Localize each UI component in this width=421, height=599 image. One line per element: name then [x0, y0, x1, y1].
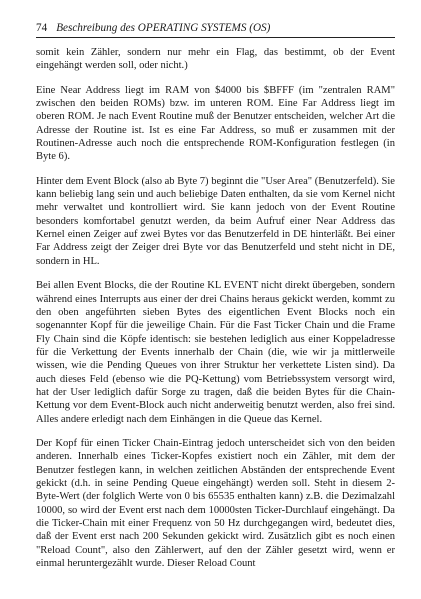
paragraph-4: Bei allen Event Blocks, die der Routine KL EVENT nicht direkt übergeben, sondern während eines Interrupts aus einer der drei Chains heraus gekickt werden, kommt zu den oben angeführten sieben Bytes des eigentlichen Event Blocks noch ein sogenannter Kopf für die jeweilige Chain. Für die Fast Ticker Chain und die Frame Fly Chain sind die Köpfe identisch: sie bestehen lediglich aus einer Koppeladresse für die Verkettung der Events innerhalb der Chain (die, wie wir ja mittlerweile wissen, wie die Pending Queues von ihrer Struktur her verkettete Listen sind). Da auch dieses Feld (ebenso wie die PQ-Kettung) vom Betriebssystem versorgt wird, hat der User lediglich dafür Sorge zu tragen, daß die beiden Bytes für die Chain-Kettung vor dem Event-Block auch nicht anderweitig benutzt werden, also frei sind. Alles andere erledigt nach dem Einhängen in die Queue das Kernel. [36, 280, 395, 425]
paragraph-3: Hinter dem Event Block (also ab Byte 7) beginnt die "User Area" (Benutzerfeld). Sie kann beliebig lang sein und auch beliebige Daten enthalten, da sie vom Kernel nicht mehr verwaltet und kontrolliert wird. Sie kann jedoch von der Event Routine besonders komfortabel genutzt werden, da beim Aufruf einer Near Address das Kernel einen Zeiger auf zwei Bytes vor das Benutzerfeld in DE hinterläßt. Bei einer Far Address zeigt der Zeiger drei Byte vor das Benutzerfeld und steht nicht in DE, sondern in HL. [36, 175, 395, 267]
running-header [36, 22, 395, 38]
paragraph-1: somit kein Zähler, sondern nur mehr ein Flag, das bestimmt, ob der Event eingehängt werden soll, oder nicht.) [36, 47, 395, 72]
paragraph-2: Eine Near Address liegt im RAM von $4000 bis $BFFF (im "zentralen RAM" zwischen den beiden ROMs) bzw. im unteren ROM. Eine Far Address liegt im oberen ROM. Je nach Event Routine muß der Benutzer entscheiden, welcher Art die Adresse der Routine ist. Ist es eine Far Address, so muß er zusammen mit der Routinen-Adresse auch noch die entsprechende ROM-Konfiguration festlegen (in Byte 6). [36, 84, 395, 163]
paragraph-5: Der Kopf für einen Ticker Chain-Eintrag jedoch unterscheidet sich von den beiden anderen. Innerhalb eines Ticker-Kopfes existiert noch ein Zähler, mit dem der Benutzer festlegen kann, in welchen zeitlichen Abständen der entsprechende Event gekickt (d.h. in seine Pending Queue eingehängt) werden soll. Steht in diesem 2-Byte-Wert (der folglich Werte von 0 bis 65535 enthalten kann) z.B. die Dezimalzahl 10000, so wird der Event erst nach dem 10000sten Ticker-Durchlauf eingehängt. Da die Ticker-Chain mit einer Frequenz von 50 Hz durchgegangen wird, bedeutet dies, daß der Event erst nach 200 Sekunden gekickt wird. Zusätzlich gibt es noch einen "Reload Count", also den Zählerwert, auf den der Zähler gesetzt wird, wenn er einmal heruntergezählt wurde. Dieser Reload Count [36, 437, 395, 570]
page-body [36, 46, 395, 570]
running-title: Beschreibung des OPERATING SYSTEMS (OS) [56, 22, 271, 34]
page-number: 74 [36, 22, 48, 34]
